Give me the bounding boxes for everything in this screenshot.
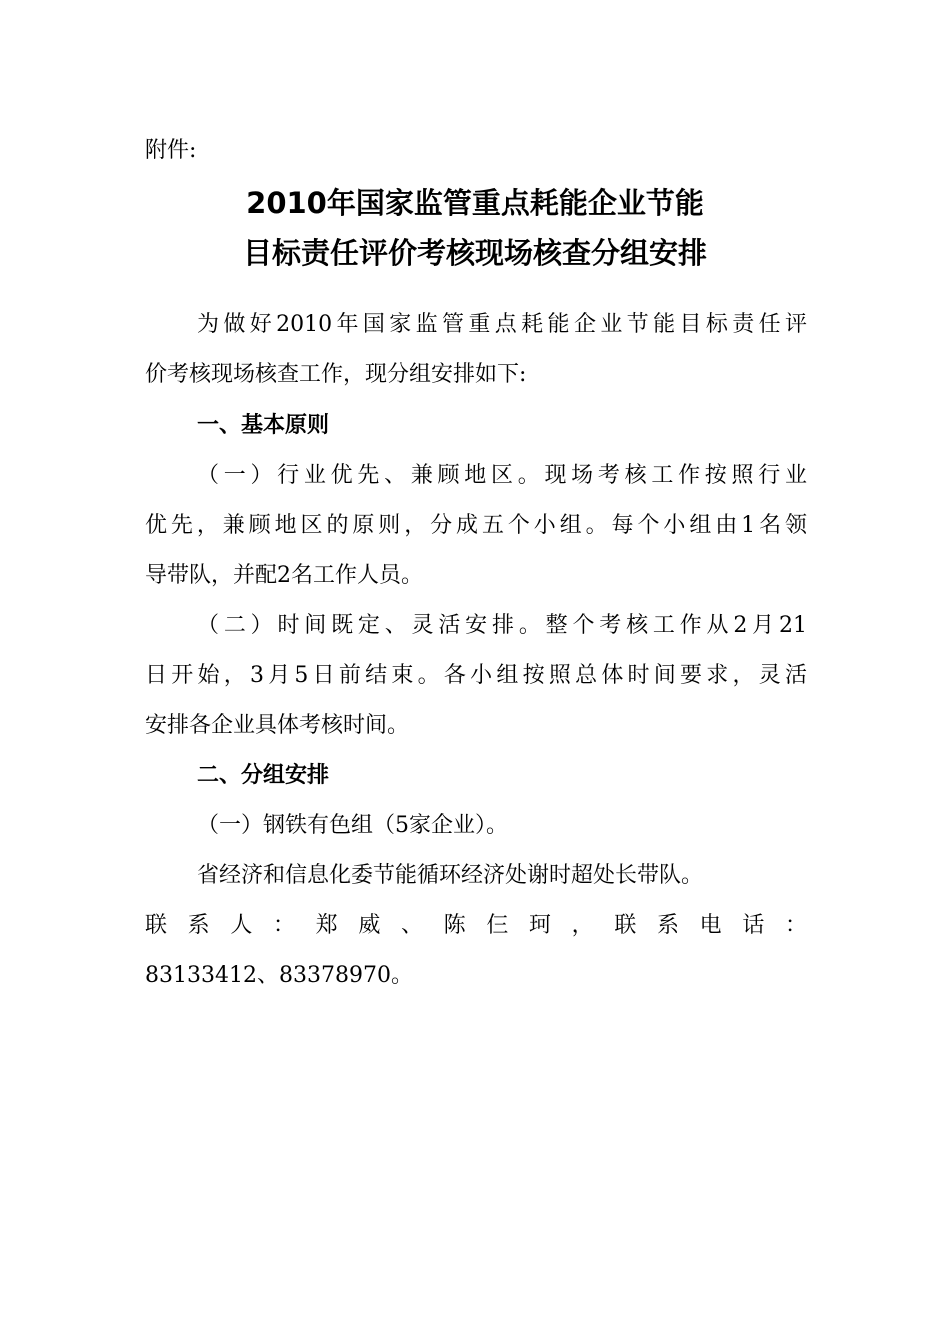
principle-2-line-3: 安排各企业具体考核时间。	[145, 713, 410, 738]
principle-1-line-1: （一）行业优先、兼顾地区。现场考核工作按照行业	[197, 463, 807, 488]
principle-2-line-1: （二）时间既定、灵活安排。整个考核工作从2月21	[197, 613, 807, 638]
group-1-heading: （一）钢铁有色组（5家企业）。	[197, 813, 508, 838]
document-title-line-1: 2010年国家监管重点耗能企业节能	[246, 186, 704, 220]
group-1-contact-line: 联系人：郑威、陈仨珂，联系电话：	[145, 913, 807, 938]
section-heading-basic-principles: 一、基本原则	[197, 413, 330, 438]
principle-1-line-3: 导带队，并配2名工作人员。	[145, 563, 423, 588]
attachment-label: 附件:	[145, 138, 197, 163]
section-heading-group-arrangement: 二、分组安排	[197, 763, 330, 788]
document-title-line-2: 目标责任评价考核现场核查分组安排	[242, 236, 707, 270]
principle-2-line-2: 日开始，3月5日前结束。各小组按照总体时间要求，灵活	[145, 663, 807, 688]
intro-paragraph-line-2: 价考核现场核查工作，现分组安排如下:	[145, 362, 527, 387]
group-1-phone-numbers: 83133412、83378970。	[145, 963, 413, 988]
intro-paragraph-line-1: 为做好2010年国家监管重点耗能企业节能目标责任评	[197, 312, 807, 337]
group-1-leader-line: 省经济和信息化委节能循环经济处谢时超处长带队。	[197, 863, 704, 888]
principle-1-line-2: 优先，兼顾地区的原则，分成五个小组。每个小组由1名领	[145, 513, 807, 538]
